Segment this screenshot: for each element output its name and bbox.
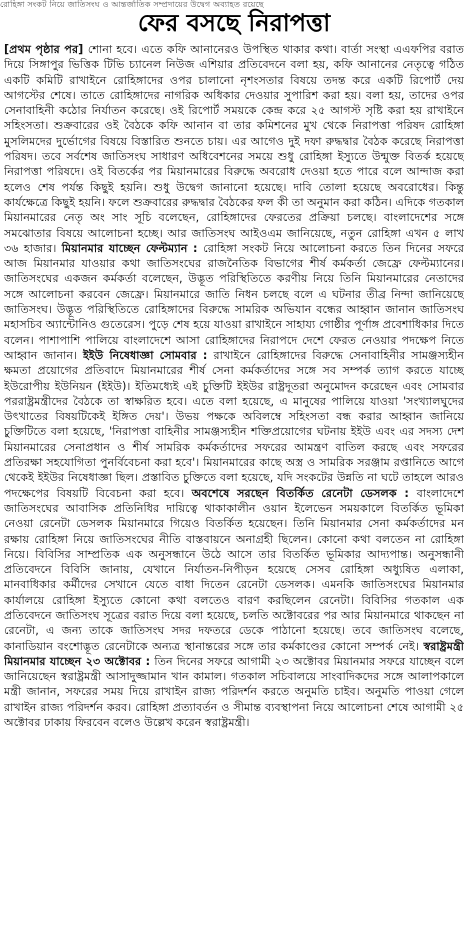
subhead-eu-sanctions: ইইউ নিষেধাজ্ঞা সোমবার : [82, 348, 214, 362]
subhead-renata-lok-dessallien: অবশেষে সরছেন বিতর্কিত রেনেটা ডেসলক : [191, 486, 417, 500]
body-text: তিন দিনের সফরে আগামী ২৩ অক্টোবর মিয়ানমার সফরে যাচ্ছেন বলে জানিয়েছেন স্বরাষ্ট্রমন্ত্রী আসাদুজ্জামান খান কামাল। গতকাল সচিবালয়ে সাংবাদিকদের সঙ্গে আলাপকালে মন্ত্রী জানান, সফরের সময় দিয়ে রাখাইন রাজ্য পরিদর্শন করতে অনুমতি চাইব। অনুমতি পাওয়া গেলে রাখাইন রাজ্য পরিদর্শন করব। রোহিঙ্গা প্রত্যাবর্তন ও সীমান্ত ব্যবস্থাপনা নিয়ে আলোচনা শেষে আগামী ২৫ অক্টোবর ঢাকায় ফিরবেন বলেও উল্লেখ করেন স্বরাষ্ট্রমন্ত্রী। [4, 654, 464, 730]
article-paragraph [4, 42, 464, 730]
article-body [4, 42, 464, 942]
body-text: রাখাইনে রোহিঙ্গাদের বিরুদ্ধে সেনাবাহিনীর সামঞ্জস্যহীন ক্ষমতা প্রয়োগের প্রতিবাদে মিয়ানমারের শীর্ষ সেনা কর্মকর্তাদের সঙ্গে সব সম্পর্ক ত্যাগ করতে যাচ্ছে ইউরোপীয় ইউনিয়ন (ইইউ)। ইতিমধ্যেই এই চুক্তিটি ইইউর রাষ্ট্রদূতরা অনুমোদন করেছেন এবং সোমবার পররাষ্ট্রমন্ত্রীদের বৈঠকে তা স্বাক্ষরিত হবে। এতে বলা হয়েছে, এ মানুষের পালিয়ে যাওয়া 'সংখ্যালঘুদের উৎখাতের বিষয়টিকেই ইঙ্গিত দেয়'। উভয় পক্ষকে অবিলম্বে সহিংসতা বন্ধ করার আহ্বান জানিয়ে চুক্তিটিতে বলা হয়েছে, 'নিরাপত্তা বাহিনীর সামঞ্জস্যহীন শক্তিপ্রয়োগের ঘটনায় ইইউ এবং এর সদস্য দেশ মিয়ানমারের সেনাপ্রধান ও শীর্ষ সামরিক কর্মকর্তাদের সফরের আমন্ত্রণ বাতিল করছে এবং সফরের প্রতিরক্ষা সহযোগিতা পুনর্বিবেচনা করা হবে'। মিয়ানমারের কাছে অস্ত্র ও সামরিক সরঞ্জাম রপ্তানিতে আগে থেকেই ইইউর নিষেধাজ্ঞা ছিল। প্রস্তাবিত চুক্তিতে বলা হয়েছে, যদি সংকটের উন্নতি না ঘটে তাহলে আরও পদক্ষেপের বিষয়টি বিবেচনা করা হবে। [4, 348, 464, 500]
continuation-marker: [প্রথম পৃষ্ঠার পর] [4, 43, 88, 56]
headline: ফের বসছে নিরাপত্তা [137, 8, 331, 37]
subhead-feltman: মিয়ানমার যাচ্ছেন ফেল্টম্যান : [61, 241, 204, 255]
cut-off-top-line: রোহিঙ্গা সংকট নিয়ে জাতিসংঘ ও আন্তর্জাতিক সম্প্রদায়ের উদ্বেগ অব্যাহত রয়েছে [0, 0, 264, 9]
body-text: রোহিঙ্গা সংকট নিয়ে আলোচনা করতে তিন দিনের সফরে আজ মিয়ানমার যাওয়ার কথা জাতিসংঘের রাজনৈতিক বিভাগের শীর্ষ কর্মকর্তা জেফ্রে ফেল্টম্যানের। জাতিসংঘের একজন কর্মকর্তা বলেছেন, উদ্ভূত পরিস্থিতিতে করণীয় নিয়ে তিনি মিয়ানমারের নেতাদের সঙ্গে আলোচনা করবেন জেফ্রে। মিয়ানমারে জাতি নিধন চলছে বলে এ ঘটনার তীব্র নিন্দা জানিয়েছে জাতিসংঘ। উদ্ভূত পরিস্থিতিতে রোহিঙ্গাদের বিরুদ্ধে সামরিক অভিযান বন্ধের আহ্বান জানান জাতিসংঘ মহাসচিব অ্যান্টোনিও গুতেরেস। পুড়ে শেষ হয়ে যাওয়া রাখাইনে সাহায্য গোষ্ঠীর পূর্ণাঙ্গ প্রবেশাধিকার দিতে বলেন। পাশাপাশি পালিয়ে বাংলাদেশে আসা রোহিঙ্গাদের নিরাপদে দেশে ফেরত নেওয়ার পদক্ষেপ নিতে আহ্বান জানান। [4, 241, 464, 362]
body-text: শোনা হবে। এতে কফি আনানেরও উপস্থিত থাকার কথা। বার্তা সংস্থা এএফপির বরাত দিয়ে সিঙ্গাপুর ভিত্তিক টিভি চ্যানেল নিউজ এশিয়ার প্রতিবেদনে বলা হয়, কফি আনানের নেতৃত্বে গঠিত একটি কমিটি রাখাইনে রোহিঙ্গাদের ওপর চালানো নৃশংসতার বিষয়ে তদন্ত করে একটি রিপোর্ট দেয় আগস্টের শেষে। তাতে রোহিঙ্গাদের নাগরিক অধিকার দেওয়ার সুপারিশ করা হয়। বলা হয়, তাদের ওপর সেনাবাহিনী কঠোর নির্যাতন করেছে। ওই রিপোর্ট সময়কে কেন্দ্র করে ২৫ আগস্ট সৃষ্টি করা হয় রাখাইনে সহিংসতা। শুক্রবারের ওই বৈঠকে কফি আনান বা তার কমিশনের মুখ থেকে নিরাপত্তা পরিষদ রোহিঙ্গা মুসলিমদের দুর্ভোগের বিষয়ে বিস্তারিত শুনতে চায়। এর আগেও দুই দফা রুদ্ধদ্বার বৈঠক করেছে নিরাপত্তা পরিষদ। তবে সর্বশেষ জাতিসংঘ সাধারণ অধিবেশনের সময়ে শুধু রোহিঙ্গা ইস্যুতে উন্মুক্ত বিতর্ক হয়েছে নিরাপত্তা পরিষদে। ওই বিতর্কের পর মিয়ানমারের বিরুদ্ধে অবরোধ দেওয়া হতে পারে বলে আন্দাজ করা হলেও শেষ পর্যন্ত কিছুই হয়নি। শুধু উদ্বেগ জানানো হয়েছে। দাবি তোলা হয়েছে অবরোধের। কিন্তু কার্যক্ষেত্রে কিছুই হয়নি। ফলে শুক্রবারের রুদ্ধদ্বার বৈঠকের ফল কী তা অনুমান করা কঠিন। এদিকে গতকাল মিয়ানমারের নেতৃ অং সাং সূচি বলেছেন, রোহিঙ্গাদের ফেরতের প্রক্রিয়া চলছে। বাংলাদেশের সঙ্গে সমঝোতার বিষয়ে আলোচনা হচ্ছে। আর জাতিসংঘ আইওএম জানিয়েছে, নতুন রোহিঙ্গা এখন ৫ লাখ ৩৬ হাজার। [4, 43, 464, 255]
body-text: বাংলাদেশে জাতিসংঘের আবাসিক প্রতিনিধির দায়িত্বে থাকাকালীন ওয়ান ইলেভেন সময়কালে বিতর্কিত ভূমিকা নেওয়া রেনেটা ডেসলক মিয়ানমারে গিয়েও বিতর্কিত হয়েছেন। তিনি মিয়ানমার সেনা কর্মকর্তাদের মন রক্ষায় রোহিঙ্গা নিয়ে জাতিসংঘের নীতি বাস্তবায়নে অনাগ্রহী ছিলেন। কোনো কথা বলতেন না রোহিঙ্গা নিয়ে। বিবিসির সাম্প্রতিক এক অনুসন্ধানে উঠে আসে তার বিতর্কিত ভূমিকার আদ্যপান্ত। অনুসন্ধানী প্রতিবেদনে বিবিসি জানায়, যেখানে নির্যাতন-নিপীড়ন হয়েছে সেসব রোহিঙ্গা অধ্যুষিত এলাকা, মানবাধিকার কর্মীদের সেখানে যেতে বাধা দিতেন রেনেটা ডেসলক। এমনকি জাতিসংঘের মিয়ানমার কার্যালয়ে রোহিঙ্গা ইস্যুতে কোনো কথা বলতেও বারণ করছিলেন রেনেটা। বিবিসির গতকাল এক প্রতিবেদনে জাতিসংঘ সূত্রের বরাত দিয়ে বলা হয়েছে, চলতি অক্টোবরের পর আর মিয়ানমারে থাকছেন না রেনেটা, এ জন্য তাকে জাতিসংঘ সদর দফতরে ডেকে পাঠানো হয়েছে। তবে জাতিসংঘ বলেছে, কানাডিয়ান বংশোদ্ভূত রেনেটাকে অন্যত্র স্থানান্তরের সঙ্গে তার কর্মকাণ্ডের কোনো সম্পর্ক নেই। [4, 486, 464, 653]
subhead-home-minister: স্বরাষ্ট্রমন্ত্রী মিয়ানমার যাচ্ছেন ২৩ অক্টোবর : [4, 639, 464, 668]
